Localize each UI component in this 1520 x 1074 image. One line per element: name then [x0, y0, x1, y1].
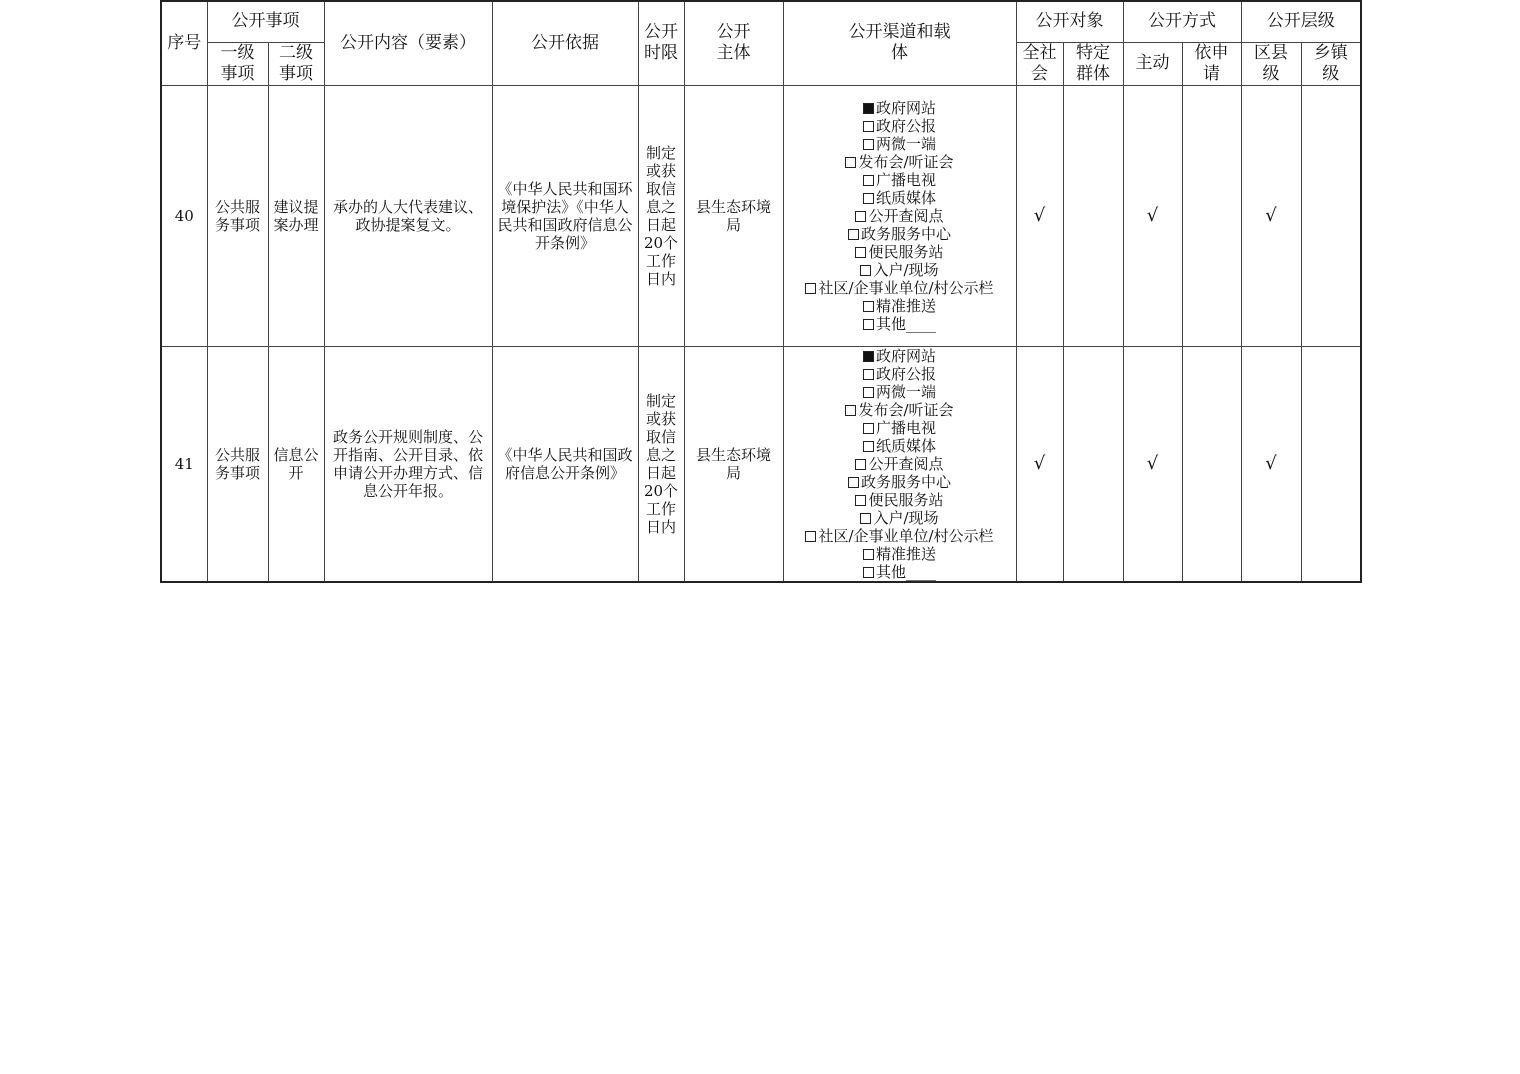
- channel-item: 其他____: [786, 563, 1014, 581]
- checkbox-empty-icon: [855, 459, 866, 470]
- header-seq: 序号: [161, 1, 207, 85]
- checkbox-empty-icon: [863, 441, 874, 452]
- checkbox-filled-icon: [863, 351, 874, 362]
- checkbox-empty-icon: [805, 283, 816, 294]
- header-target: 公开对象: [1016, 1, 1123, 42]
- cell-channels: [783, 346, 1016, 582]
- checkbox-filled-icon: [863, 103, 874, 114]
- cell-seq: 40: [161, 85, 207, 346]
- cell-time-limit: 制定或获取信息之日起20个工作日内: [638, 346, 684, 582]
- header-level-town: 乡镇级: [1301, 42, 1361, 85]
- checkbox-empty-icon: [863, 423, 874, 434]
- channel-item: 入户/现场: [786, 261, 1014, 279]
- cell-time-limit: 制定或获取信息之日起20个工作日内: [638, 85, 684, 346]
- header-method: 公开方式: [1123, 1, 1241, 42]
- header-subject: 公开主体: [684, 1, 783, 85]
- channel-item: 社区/企事业单位/村公示栏: [786, 279, 1014, 297]
- header-level2: 二级事项: [268, 42, 324, 85]
- channel-item: 两微一端: [786, 135, 1014, 153]
- header-basis: 公开依据: [492, 1, 638, 85]
- cell-level1: 公共服务事项: [207, 346, 268, 582]
- channel-item: 精准推送: [786, 297, 1014, 315]
- cell-level-county: √: [1241, 85, 1301, 346]
- channel-item: 社区/企事业单位/村公示栏: [786, 527, 1014, 545]
- header-level: 公开层级: [1241, 1, 1361, 42]
- channel-item: 政府公报: [786, 117, 1014, 135]
- channel-item: 纸质媒体: [786, 437, 1014, 455]
- cell-method-active: √: [1123, 346, 1182, 582]
- header-matters: 公开事项: [207, 1, 324, 42]
- header-content: 公开内容（要素）: [324, 1, 492, 85]
- cell-method-active: √: [1123, 85, 1182, 346]
- header-time-limit: 公开时限: [638, 1, 684, 85]
- channel-item: 政府网站: [786, 347, 1014, 365]
- checkbox-empty-icon: [863, 567, 874, 578]
- channel-item: 便民服务站: [786, 243, 1014, 261]
- cell-target-all: √: [1016, 346, 1063, 582]
- channel-item: 政府网站: [786, 99, 1014, 117]
- channel-item: 精准推送: [786, 545, 1014, 563]
- table-row: [161, 85, 1361, 346]
- checkbox-empty-icon: [848, 229, 859, 240]
- checkbox-empty-icon: [848, 477, 859, 488]
- checkbox-empty-icon: [863, 139, 874, 150]
- cell-content: 承办的人大代表建议、政协提案复文。: [324, 85, 492, 346]
- cell-level1: 公共服务事项: [207, 85, 268, 346]
- cell-seq: 41: [161, 346, 207, 582]
- cell-content: 政务公开规则制度、公开指南、公开目录、依申请公开办理方式、信息公开年报。: [324, 346, 492, 582]
- checkbox-empty-icon: [860, 513, 871, 524]
- channel-item: 政府公报: [786, 365, 1014, 383]
- cell-target-all: √: [1016, 85, 1063, 346]
- channel-item: 纸质媒体: [786, 189, 1014, 207]
- channel-item: 政务服务中心: [786, 225, 1014, 243]
- checkbox-empty-icon: [855, 211, 866, 222]
- cell-level2: 信息公开: [268, 346, 324, 582]
- checkbox-empty-icon: [863, 387, 874, 398]
- checkbox-empty-icon: [805, 531, 816, 542]
- cell-target-group: [1063, 85, 1123, 346]
- channel-item: 入户/现场: [786, 509, 1014, 527]
- header-method-active: 主动: [1123, 42, 1182, 85]
- channel-item: 发布会/听证会: [786, 153, 1014, 171]
- header-method-request: 依申请: [1182, 42, 1241, 85]
- channel-item: 广播电视: [786, 419, 1014, 437]
- cell-target-group: [1063, 346, 1123, 582]
- cell-level2: 建议提案办理: [268, 85, 324, 346]
- checkbox-empty-icon: [863, 369, 874, 380]
- channel-item: 公开查阅点: [786, 455, 1014, 473]
- cell-level-town: [1301, 346, 1361, 582]
- cell-basis: 《中华人民共和国环境保护法》《中华人民共和国政府信息公开条例》: [492, 85, 638, 346]
- checkbox-empty-icon: [863, 175, 874, 186]
- channel-item: 发布会/听证会: [786, 401, 1014, 419]
- channel-item: 广播电视: [786, 171, 1014, 189]
- header-target-group: 特定群体: [1063, 42, 1123, 85]
- checkbox-empty-icon: [860, 265, 871, 276]
- checkbox-empty-icon: [845, 157, 856, 168]
- table-header: [161, 1, 1361, 85]
- channel-item: 两微一端: [786, 383, 1014, 401]
- cell-method-request: [1182, 346, 1241, 582]
- header-level1: 一级事项: [207, 42, 268, 85]
- cell-subject: 县生态环境局: [684, 346, 783, 582]
- checkbox-empty-icon: [863, 301, 874, 312]
- checkbox-empty-icon: [855, 495, 866, 506]
- checkbox-empty-icon: [863, 319, 874, 330]
- channel-item: 其他____: [786, 315, 1014, 333]
- checkbox-empty-icon: [855, 247, 866, 258]
- table-row: [161, 346, 1361, 582]
- header-target-all: 全社会: [1016, 42, 1063, 85]
- checkbox-empty-icon: [863, 193, 874, 204]
- header-level-county: 区县级: [1241, 42, 1301, 85]
- channel-item: 公开查阅点: [786, 207, 1014, 225]
- cell-level-county: √: [1241, 346, 1301, 582]
- cell-subject: 县生态环境局: [684, 85, 783, 346]
- cell-channels: [783, 85, 1016, 346]
- channel-item: 政务服务中心: [786, 473, 1014, 491]
- disclosure-table: [160, 0, 1362, 583]
- checkbox-empty-icon: [863, 121, 874, 132]
- cell-basis: 《中华人民共和国政府信息公开条例》: [492, 346, 638, 582]
- header-channels: 公开渠道和载体: [783, 1, 1016, 85]
- cell-method-request: [1182, 85, 1241, 346]
- cell-level-town: [1301, 85, 1361, 346]
- checkbox-empty-icon: [845, 405, 856, 416]
- checkbox-empty-icon: [863, 549, 874, 560]
- channel-item: 便民服务站: [786, 491, 1014, 509]
